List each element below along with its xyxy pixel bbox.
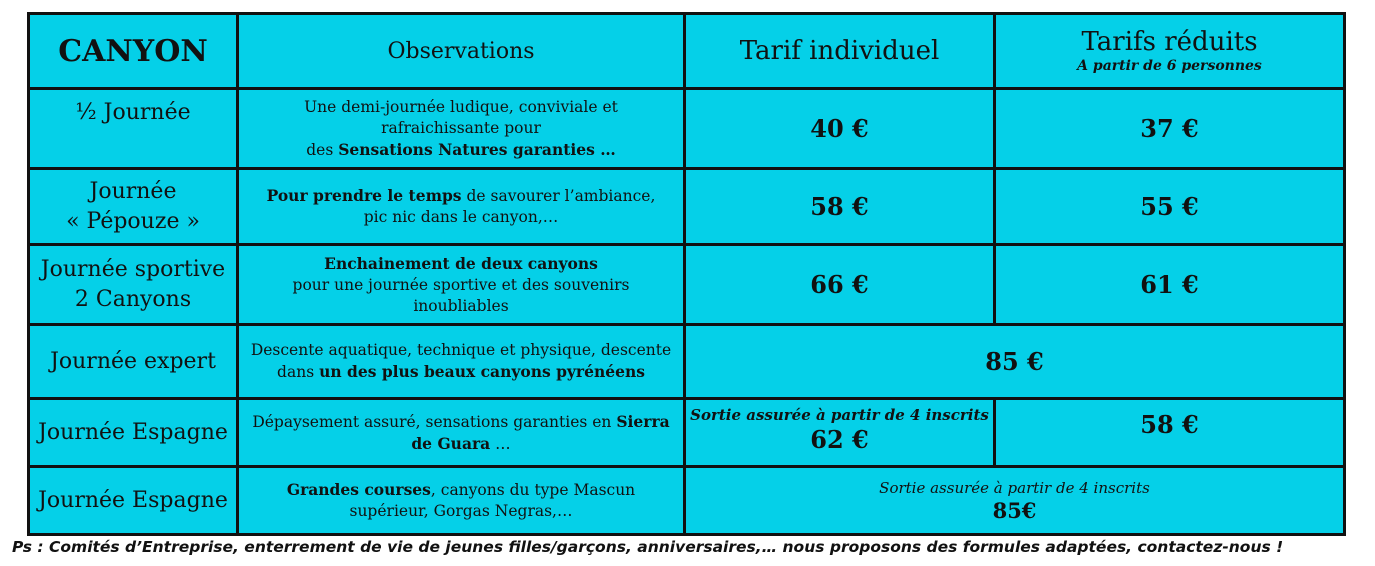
table-row bbox=[29, 245, 1345, 325]
header-observations: Observations bbox=[238, 14, 685, 89]
price-reduit: 58 € bbox=[995, 399, 1345, 467]
row-observations bbox=[238, 399, 685, 467]
obs-text: Descente aquatique, technique et physique, descente bbox=[250, 341, 672, 359]
obs-text: Dépaysement assuré, sensations garanties en bbox=[252, 412, 617, 431]
price-reduit: 55 € bbox=[995, 169, 1345, 245]
obs-text: Une demi-journée ludique, conviviale et bbox=[304, 97, 618, 116]
price-note: Sortie assurée à partir de 4 inscrits bbox=[879, 479, 1150, 497]
row-name bbox=[29, 245, 238, 325]
footer-note: Ps : Comités d’Entreprise, enterrement de vie de jeunes filles/garçons, anniversaires,… nous proposons des formules adaptées, contactez-nous ! bbox=[12, 538, 1284, 556]
row-name-line: « Pépouze » bbox=[66, 208, 200, 234]
price-unique: 85 € bbox=[685, 325, 1345, 399]
price-reduit: 37 € bbox=[995, 89, 1345, 169]
obs-bold-text: Sensations Natures garanties … bbox=[338, 139, 616, 159]
header-tarif-individuel: Tarif individuel bbox=[685, 14, 995, 89]
row-name: Journée expert bbox=[29, 325, 238, 399]
row-observations bbox=[238, 245, 685, 325]
obs-text: inoubliables bbox=[413, 296, 509, 315]
price-individuel: 58 € bbox=[685, 169, 995, 245]
table-row bbox=[29, 89, 1345, 169]
row-name: Journée Espagne bbox=[29, 399, 238, 467]
row-observations bbox=[238, 169, 685, 245]
header-row bbox=[29, 14, 1345, 89]
price-individuel: 40 € bbox=[685, 89, 995, 169]
obs-bold-text: Enchainement de deux canyons bbox=[324, 253, 598, 273]
price-unique bbox=[685, 467, 1345, 535]
table-row bbox=[29, 399, 1345, 467]
price-individuel bbox=[685, 399, 995, 467]
table-row bbox=[29, 169, 1345, 245]
price-value: 85€ bbox=[992, 498, 1037, 523]
price-note: Sortie assurée à partir de 4 inscrits bbox=[690, 406, 989, 424]
obs-text: … bbox=[490, 434, 511, 453]
obs-bold-text: Sierra bbox=[616, 411, 670, 431]
price-value: 62 € bbox=[810, 425, 869, 454]
row-name bbox=[29, 169, 238, 245]
obs-text: rafraichissante pour bbox=[381, 118, 541, 137]
row-name-line: Journée sportive bbox=[40, 256, 226, 282]
table-row bbox=[29, 325, 1345, 399]
obs-bold-text: un des plus beaux canyons pyrénéens bbox=[319, 362, 645, 381]
price-reduit: 61 € bbox=[995, 245, 1345, 325]
price-individuel: 66 € bbox=[685, 245, 995, 325]
row-observations bbox=[238, 89, 685, 169]
obs-bold-text: Pour prendre le temps bbox=[266, 186, 462, 205]
obs-text: de savourer l’ambiance, bbox=[461, 187, 656, 205]
header-tarifs-reduits-subtitle: A partir de 6 personnes bbox=[1077, 58, 1262, 74]
header-canyon: CANYON bbox=[29, 14, 238, 89]
header-tarifs-reduits-title: Tarifs réduits bbox=[1081, 27, 1258, 57]
obs-text: pic nic dans le canyon,… bbox=[363, 208, 559, 226]
row-observations bbox=[238, 325, 685, 399]
obs-bold-text: de Guara bbox=[411, 433, 491, 453]
row-name-line: 2 Canyons bbox=[74, 286, 192, 312]
canyon-price-table bbox=[27, 12, 1346, 536]
row-name-line: Journée bbox=[89, 178, 177, 204]
obs-bold-text: Grandes courses bbox=[286, 480, 431, 499]
row-name: Journée Espagne bbox=[29, 467, 238, 535]
header-tarifs-reduits bbox=[995, 14, 1345, 89]
obs-text: dans bbox=[277, 363, 320, 381]
obs-text: supérieur, Gorgas Negras,… bbox=[349, 502, 573, 520]
row-observations bbox=[238, 467, 685, 535]
obs-text: des bbox=[306, 140, 339, 159]
obs-text: , canyons du type Mascun bbox=[430, 481, 636, 499]
row-name: ½ Journée bbox=[29, 89, 238, 169]
table-row bbox=[29, 467, 1345, 535]
obs-text: pour une journée sportive et des souvenirs bbox=[292, 275, 630, 294]
